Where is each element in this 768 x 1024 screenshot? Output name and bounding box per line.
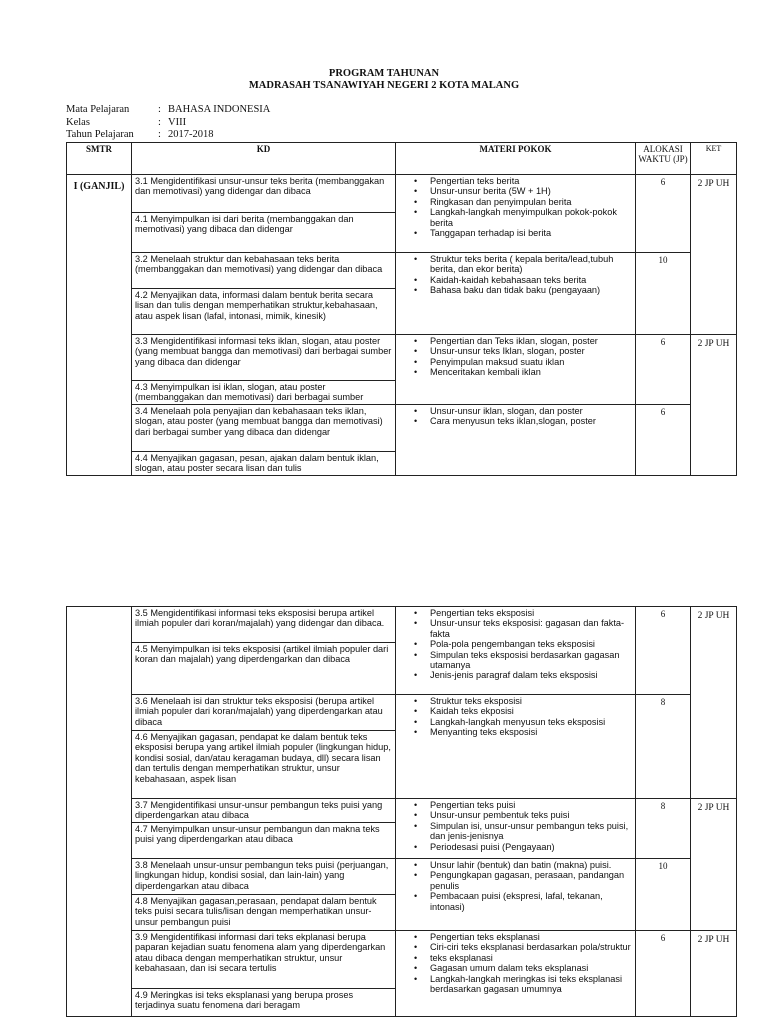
col-kd: KD	[132, 143, 396, 175]
kd-cell	[132, 607, 396, 695]
meta-class	[66, 117, 270, 130]
kd-item: 4.1 Menyimpulkan isi dari berita (membanggakan dan memotivasi) yang dibaca dan didengar	[135, 214, 354, 235]
meta-value: BAHASA INDONESIA	[168, 104, 271, 115]
list-item: • Simpulan isi, unsur-unsur pembangun teks puisi, dan jenis-jenisnya	[398, 821, 633, 842]
list-item: • Menceritakan kembali iklan	[398, 367, 633, 377]
list-item: • Struktur teks berita ( kepala berita/lead,tubuh berita, dan ekor berita)	[398, 254, 633, 275]
meta-value: 2017-2018	[168, 129, 214, 140]
kd-item: 3.9 Mengidentifikasi informasi dari teks ekplanasi berupa paparan kejadian suatu fenomena alam yang diperdengarkan atau dibaca dengan memperhatikan struktur, unsur kebahasaan, dan isi secara tertulis	[132, 931, 395, 989]
materi-cell	[396, 799, 636, 859]
kd-cell	[132, 859, 396, 931]
kd-cell	[132, 799, 396, 859]
list-item: • Langkah-langkah menyusun teks eksposisi	[398, 717, 633, 727]
kd-item: 3.1 Mengidentifikasi unsur-unsur teks berita (membanggakan dan memotivasi) yang didengar dan dibaca	[132, 175, 395, 213]
kd-item: 3.4 Menelaah pola penyajian dan kebahasaan teks iklan, slogan, atau poster (yang membuat bangga dan memotivasi) dari berbagai sumber yang dibaca dan didengar	[132, 405, 395, 452]
kd-item: 3.5 Mengidentifikasi informasi teks eksposisi berupa artikel ilmiah populer dari koran/majalah) yang didengar dan dibaca.	[132, 607, 395, 643]
meta-subject	[66, 104, 270, 117]
materi-cell	[396, 931, 636, 1017]
ket-cell: 2 JP UH	[691, 335, 737, 476]
program-table-page2	[66, 606, 737, 1017]
kd-item: 3.8 Menelaah unsur-unsur pembangun teks puisi (perjuangan, lingkungan hidup, kondisi sosial, dan lain-lain) yang diperdengarkan atau dibaca	[132, 859, 395, 895]
alokasi-cell: 10	[636, 859, 691, 931]
list-item: • Pengertian teks eksplanasi	[398, 932, 633, 942]
list-item: • Periodesasi puisi (Pengayaan)	[398, 842, 633, 852]
materi-cell	[396, 859, 636, 931]
list-item: • Pengertian teks eksposisi	[398, 608, 633, 618]
list-item: • Langkah-langkah meringkas isi teks eksplanasi berdasarkan gagasan umumnya	[398, 974, 633, 995]
col-materi: MATERI POKOK	[396, 143, 636, 175]
materi-cell	[396, 175, 636, 253]
kd-item: 3.2 Menelaah struktur dan kebahasaan teks berita (membanggakan dan memotivasi) yang didengar dan dibaca	[132, 253, 395, 289]
semester-cell-empty	[67, 607, 132, 1017]
list-item: • Simpulan teks eksposisi berdasarkan gagasan utamanya	[398, 650, 633, 671]
alokasi-cell: 6	[636, 607, 691, 695]
list-item: • teks eksplanasi	[398, 953, 633, 963]
list-item: • Menyanting teks eksposisi	[398, 727, 633, 737]
list-item: • Unsur lahir (bentuk) dan batin (makna) puisi.	[398, 860, 633, 870]
meta-label: Mata Pelajaran	[66, 104, 130, 115]
meta-colon: :	[158, 129, 161, 140]
col-ket: KET	[691, 143, 737, 175]
list-item: • Unsur-unsur pembentuk teks puisi	[398, 810, 633, 820]
list-item: • Unsur-unsur teks Iklan, slogan, poster	[398, 346, 633, 356]
meta-info	[66, 104, 270, 142]
kd-cell	[132, 253, 396, 335]
kd-item: 4.9 Meringkas isi teks eksplanasi yang berupa proses terjadinya suatu fenomena dari beragam	[135, 990, 354, 1011]
kd-item: 3.3 Mengidentifikasi informasi teks iklan, slogan, atau poster (yang membuat bangga dan memotivasi) dari berbagai sumber yang dibaca dan didengar	[132, 335, 395, 381]
ket-cell: 2 JP UH	[691, 607, 737, 799]
program-table-page1	[66, 142, 737, 476]
kd-item: 4.7 Menyimpulkan unsur-unsur pembangun dan makna teks puisi yang diperdengarkan atau dibaca	[135, 824, 380, 845]
kd-item: 4.3 Menyimpulkan isi iklan, slogan, atau poster (membanggakan dan memotivasi) dari berbagai sumber	[135, 382, 364, 403]
kd-cell	[132, 175, 396, 253]
materi-cell	[396, 405, 636, 476]
table-row	[67, 695, 737, 799]
alokasi-cell: 6	[636, 335, 691, 405]
list-item: • Penyimpulan maksud suatu iklan	[398, 357, 633, 367]
alokasi-cell: 8	[636, 695, 691, 799]
kd-item: 4.8 Menyajikan gagasan,perasaan, pendapat dalam bentuk teks puisi secara tulis/lisan dengan memperhatikan unsur-unsur pembangun puisi	[135, 896, 377, 927]
alokasi-cell: 8	[636, 799, 691, 859]
kd-item: 4.6 Menyajikan gagasan, pendapat ke dalam bentuk teks eksposisi berupa yang artikel ilmiah populer (lingkungan hidup, kondisi sosial, dan/atau keragaman budaya, dll) secara lisan dan tertulis dengan memperhatikan struktur, unsur kebahasaan, aspek lisan	[135, 732, 391, 784]
list-item: • Unsur-unsur berita (5W + 1H)	[398, 186, 633, 196]
meta-label: Tahun Pelajaran	[66, 129, 134, 140]
ket-cell: 2 JP UH	[691, 175, 737, 335]
list-item: • Gagasan umum dalam teks eksplanasi	[398, 963, 633, 973]
list-item: • Langkah-langkah menyimpulkan pokok-pokok berita	[398, 207, 633, 228]
materi-cell	[396, 695, 636, 799]
list-item: • Cara menyusun teks iklan,slogan, poster	[398, 416, 633, 426]
kd-item: 4.2 Menyajikan data, informasi dalam bentuk berita secara lisan dan tulis dengan memperhatikan struktur,kebahasaan, atau aspek lisan (lafal, intonasi, mimik, kinesik)	[135, 290, 378, 321]
alokasi-cell: 6	[636, 175, 691, 253]
list-item: • Pengungkapan gagasan, perasaan, pandangan penulis	[398, 870, 633, 891]
list-item: • Ciri-ciri teks eksplanasi berdasarkan pola/struktur	[398, 942, 633, 952]
meta-value: VIII	[168, 116, 187, 128]
materi-cell	[396, 607, 636, 695]
list-item: • Unsur-unsur iklan, slogan, dan poster	[398, 406, 633, 416]
kd-cell	[132, 405, 396, 476]
list-item: • Pengertian dan Teks iklan, slogan, poster	[398, 336, 633, 346]
alokasi-cell: 6	[636, 931, 691, 1017]
kd-item: 4.4 Menyajikan gagasan, pesan, ajakan dalam bentuk iklan, slogan, atau poster secara lisan dan tulis	[135, 453, 379, 474]
school-name: MADRASAH TSANAWIYAH NEGERI 2 KOTA MALANG	[248, 80, 520, 91]
list-item: • Struktur teks eksposisi	[398, 696, 633, 706]
ket-cell: 2 JP UH	[691, 931, 737, 1017]
document-title: PROGRAM TAHUNAN	[328, 68, 440, 79]
list-item: • Tanggapan terhadap isi berita	[398, 228, 633, 238]
list-item: • Pola-pola pengembangan teks eksposisi	[398, 639, 633, 649]
list-item: • Pembacaan puisi (ekspresi, lafal, tekanan, intonasi)	[398, 891, 633, 912]
kd-cell	[132, 695, 396, 799]
list-item: • Pengertian teks berita	[398, 176, 633, 186]
table-row	[67, 799, 737, 859]
list-item: • Kaidah-kaidah kebahasaan teks berita	[398, 275, 633, 285]
list-item: • Bahasa baku dan tidak baku (pengayaan)	[398, 285, 633, 295]
table-row	[67, 859, 737, 931]
list-item: • Kaidah teks ekposisi	[398, 706, 633, 716]
col-alokasi: ALOKASI WAKTU (JP)	[636, 143, 691, 175]
meta-colon: :	[158, 104, 161, 115]
ket-cell: 2 JP UH	[691, 799, 737, 931]
kd-item: 3.7 Mengidentifikasi unsur-unsur pembangun teks puisi yang diperdengarkan atau dibaca	[132, 799, 395, 823]
alokasi-cell: 6	[636, 405, 691, 476]
list-item: • Ringkasan dan penyimpulan berita	[398, 197, 633, 207]
list-item: • Pengertian teks puisi	[398, 800, 633, 810]
list-item: • Jenis-jenis paragraf dalam teks eksposisi	[398, 670, 633, 680]
list-item: • Unsur-unsur teks eksposisi: gagasan dan fakta-fakta	[398, 618, 633, 639]
table-row	[67, 175, 737, 253]
materi-cell	[396, 335, 636, 405]
col-smtr: SMTR	[67, 143, 132, 175]
meta-label: Kelas	[66, 116, 90, 128]
table-row	[67, 253, 737, 335]
alokasi-cell: 10	[636, 253, 691, 335]
table-row	[67, 405, 737, 476]
meta-colon: :	[158, 116, 161, 128]
meta-year	[66, 129, 270, 142]
semester-cell: I (GANJIL)	[67, 175, 132, 476]
table-row	[67, 335, 737, 405]
table-row	[67, 931, 737, 1017]
table-header-row	[67, 143, 737, 175]
kd-cell	[132, 931, 396, 1017]
table-row	[67, 607, 737, 695]
kd-cell	[132, 335, 396, 405]
materi-cell	[396, 253, 636, 335]
kd-item: 4.5 Menyimpulkan isi teks eksposisi (artikel ilmiah populer dari koran dan majalah) yang diperdengarkan dan dibaca	[135, 644, 389, 665]
kd-item: 3.6 Menelaah isi dan struktur teks eksposisi (berupa artikel ilmiah populer dari koran/majalah) yang diperdengarkan atau dibaca	[132, 695, 395, 731]
